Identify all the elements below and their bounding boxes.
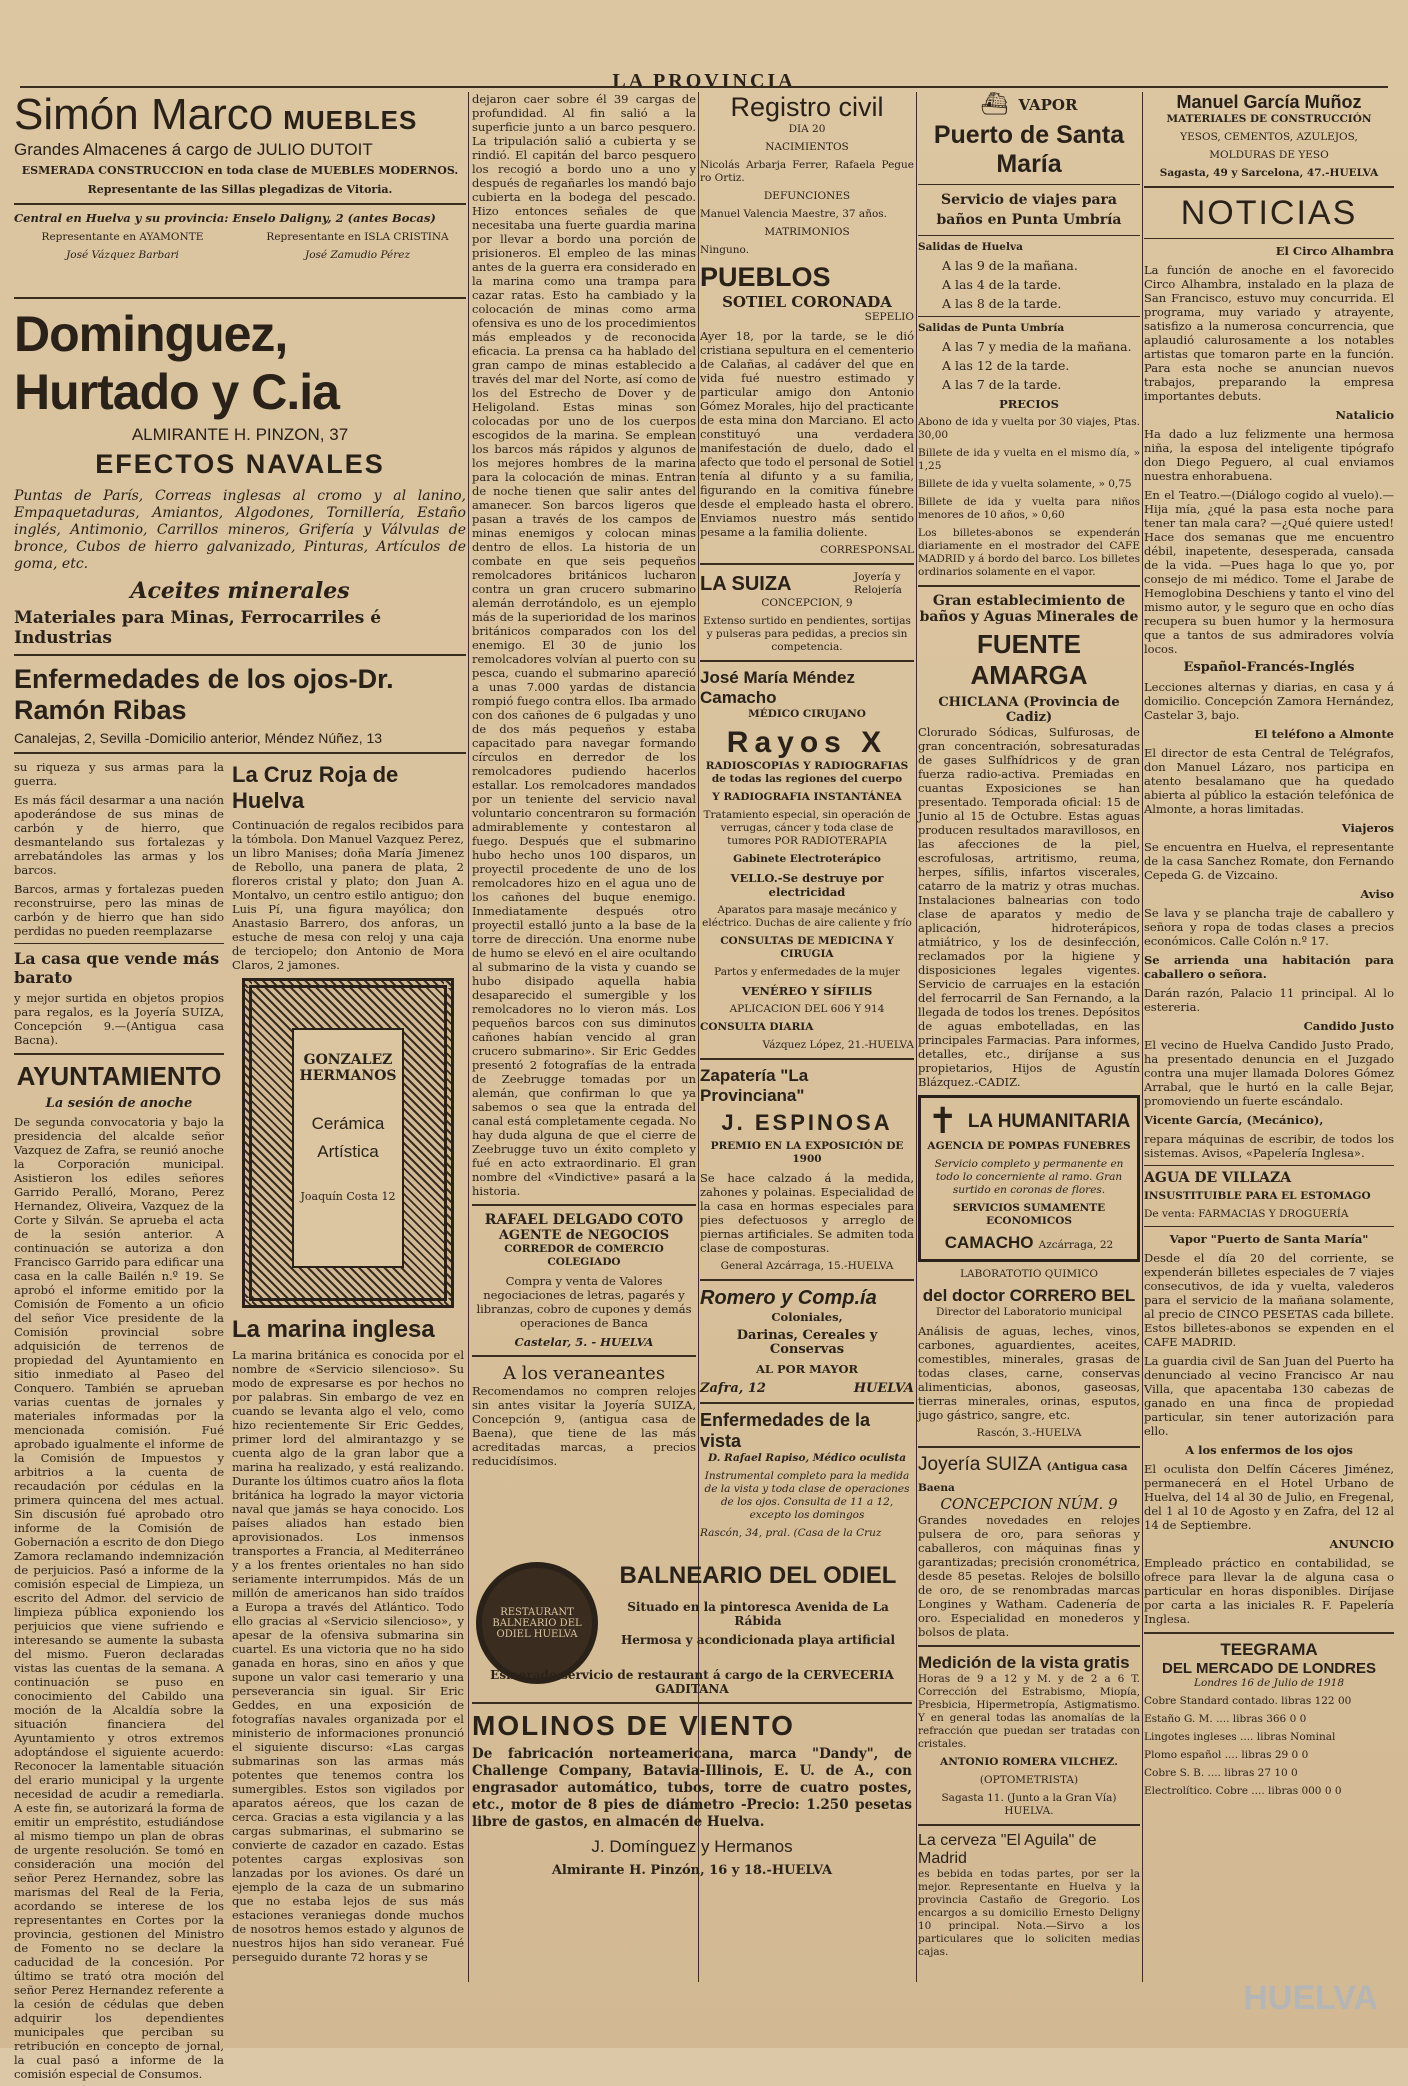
divider [700,563,914,565]
column-3 [700,92,914,1557]
gonzalez-line2: Artística [317,1142,379,1161]
delgado-sub: CORREDOR de COMERCIO COLEGIADO [504,1243,664,1268]
romero-line1: Darinas, Cereales y Conservas [736,1328,878,1357]
news-heading: Se arrienda una habitación para caballero o señora. [1144,953,1394,981]
telegrama-row: Estaño G. M. .... libras 366 0 0 [1144,1713,1307,1725]
rayos-x-title: Rayos X [726,726,888,759]
balneario-odiel-ad [476,1562,912,1667]
aguila-text: es bebida en todas partes, por ser la mejor. Representante en Huelva y la provincia Castaño de Gregorio. Los encargos a su domicilio Ernesto Deligny 10 principal. Nota.—Sirvo a los particulares que lo soliciten medias cajas. [918,1868,1140,1958]
romera-name: ANTONIO ROMERA VILCHEZ. [940,1756,1118,1768]
telegrama-row: Lingotes ingleses .... libras Nominal [1144,1731,1336,1743]
romero-title: Romero y Comp.ía [700,1287,877,1309]
humanitaria-text: Servicio completo y permanente en todo lo concerniente al ramo. Gran surtido en coronas de flores. [934,1158,1124,1196]
dominguez-efectos: EFECTOS NAVALES [95,449,385,479]
vista-title: Enfermedades de la vista [700,1410,871,1451]
humanitaria-serv: SERVICIOS SUMAMENTE ECONOMICOS [952,1202,1106,1227]
gonzalez-address: Joaquín Costa 12 [300,1190,396,1203]
divider [1144,186,1394,188]
vista-doctor: D. Rafael Rapiso, Médico oculista [707,1452,907,1464]
humanitaria-sub: AGENCIA DE POMPAS FUNEBRES [927,1140,1131,1152]
fuente-text: Clorurado Sódicas, Sulfurosas, de gran concentración, sobresaturadas de gases Sulfhídricos y de gran fuerza radio-activa. Premiadas en cuantas Exposiciones se han presentado. Temporada oficial: 15 de Junio al 15 de Octubre. Estas aguas producen resultados maravillosos, en las afecciones de la piel, escrofulosas, artritismo, reuma, herpes, sífilis, infartos viscerales, catarro de la matriz y otras muchas. Instalaciones balnearias con todo clase de aparatos y medio de aplicación, hidroterápicos, atmiátrico, y los de desinfección, reclamados por la higiene y disposiciones legales vigentes. Servicio de carruajes en la estación del ferrocarril de San Fernando, a la llegada de todos los trenes. Depósitos de aguas embotelladas, en las principales Farmacias. Para informes, detalles, etc., diríjanse a sus propietarios, Hijos de Agustín Blázquez.-CADIZ. [918,725,1140,1089]
news-text: Se lava y se plancha traje de caballero y señora y ropa de todas clases a precios económicos. Calle Colón n.º 17. [1144,906,1394,948]
villaza-line: INSUSTITUIBLE PARA EL ESTOMAGO [1144,1190,1371,1202]
joyeria-text: Grandes novedades en relojes pulsera de oro, para señoras y caballeros, con máquinas finas y garantizadas; precisión cronométrica, desde 85 pesetas. Relojes de bolsillo de oro, de se renombradas marcas Longines y Watham. Cadenería de oro. Especialidad en monederos y bolsos de plata. [918,1513,1140,1639]
defunciones-text: Manuel Valencia Maestre, 37 años. [700,208,888,220]
ayuntamiento-title: AYUNTAMIENTO [16,1061,222,1091]
simon-marco-grandes: Grandes Almacenes á cargo de JULIO DUTOIT [14,140,373,159]
la-suiza-joyeria: Joyería y Relojería [854,571,902,596]
rayos-line: Tratamiento especial, sin operación de verrugas, cáncer y toda clase de tumores POR RADIOTERAPIA [703,809,911,847]
fuente-title: FUENTE AMARGA [970,629,1088,690]
divider [472,1355,696,1357]
rep-1-label: Representante en AYAMONTE [41,231,204,243]
rayos-line: RADIOSCOPIAS Y RADIOGRAFIAS de todas las regiones del cuerpo [705,760,909,785]
precio-row: Billete de ida y vuelta para niños menores de 10 años, » 0,60 [918,496,1140,521]
balneario-title: BALNEARIO DEL ODIEL [619,1562,897,1589]
garcia-line3: MOLDURAS DE YESO [1209,149,1329,161]
telegrama-row: Electrolítico. Cobre .... libras 000 0 0 [1144,1785,1342,1797]
humanitaria-address: Azcárraga, 22 [1038,1239,1114,1251]
sepelio-head: SEPELIO [864,311,914,323]
salida-item: A las 8 de la tarde. [942,296,1062,311]
ribas-title: Enfermedades de los ojos-Dr. Ramón Ribas [14,664,394,725]
garcia-line2: YESOS, CEMENTOS, AZULEJOS, [1180,131,1358,143]
la-suiza-address: CONCEPCION, 9 [761,597,853,609]
divider [1144,1632,1394,1634]
balneario-seal: RESTAURANT BALNEARIO DEL ODIEL HUELVA [476,1562,598,1684]
news-text: Desde el día 20 del corriente, se expenderán billetes especiales de 7 viajes consecutivos, de ida y vuelta, valederos para el servicio de la mañana solamente, al precio de CINCO PESETAS cada billete. Estos billetes-abonos se expenden en el CAFE MADRID. [1144,1251,1394,1349]
noticias-title: NOTICIAS [1180,194,1358,232]
la-suiza-text: Extenso surtido en pendientes, sortijas y pulseras para pedidas, a precios sin competencia. [703,615,911,653]
villaza-title: AGUA DE VILLAZA [1144,1170,1292,1186]
medicion-text: Horas de 9 a 12 y M. y de 2 a 6 T. Corrección del Estrabismo, Miopía, Presbicia, Hipermetropía, Astigmatismo. Y en general todas las anomalías de la refracción que puedan ser tratadas con cristales. [918,1673,1140,1750]
salida-item: A las 12 de la tarde. [942,358,1070,373]
joyeria-antigua: (Antigua casa Baena [918,1461,1128,1494]
simon-marco-line1: ESMERADA CONSTRUCCION en toda clase de MUEBLES MODERNOS. [21,164,459,177]
masthead-rule [20,86,1388,88]
humanitaria-title: LA HUMANITARIA [967,1111,1131,1132]
humanitaria-camacho: CAMACHO [944,1233,1034,1252]
laboratorio-address: Rascón, 3.-HUELVA [976,1427,1082,1439]
divider [14,654,466,656]
vista-text: Instrumental completo para la medida de la vista y toda clase de operaciones de los ojos. Consulta de 11 a 12, excepto los domingos [704,1470,910,1521]
news-heading: El teléfono a Almonte [1254,727,1394,741]
telegrama-row: Cobre S. B. .... libras 27 10 0 [1144,1767,1298,1779]
simon-marco-muebles: MUEBLES [283,105,418,135]
molinos-address: Almirante H. Pinzón, 16 y 18.-HUELVA [551,1863,833,1878]
corresponsal: CORRESPONSAL [820,544,914,556]
rayos-line: Aparatos para masaje mecánico y eléctrico. Duchas de aire caliente y frío [702,904,912,929]
salida-item: A las 7 de la tarde. [942,377,1062,392]
precio-row: Billete de ida y vuelta en el mismo día, » 1,25 [918,447,1140,472]
mendez-sub: MÉDICO CIRUJANO [748,708,866,720]
rayos-line: APLICACION DEL 606 Y 914 [729,1003,885,1015]
salidas-punta-head: Salidas de Punta Umbría [918,322,1065,334]
marina-text: La marina británica es conocida por el nombre de «Servicio silencioso». Su modo de expresarse es por hechos no por palabras. Sin embargo de vez en cuando se levanta algo el velo, como hizo recientemente Sir Eric Geddes, primer lord del almirantazgo y se cuenta algo de la gran labor que a marina ha realizado, y está realizando. Durante los últimos cuatro años la flota británica ha logrado la mayor victoria naval que jamás se haya conocido. Los países aliados han estado bien aprovisionados. Los inmensos transportes a Francia, al Mediterráneo y a los frentes orientales no han sido seriamente interrumpidos. Más de un millón de americanos han sido traídos a Europa a través del Atlántico. Todo ello gracias al «Servicio silencioso», y apesar de la ofensiva submarina sin cuartel. Es una victoria que no ha sido ganada en horas, sino en años y que supone un valor casi temerario y una perseverancia sin igual. Sir Eric Geddes, en una exposición de fotografías navales organizada por el ministerio de informaciones pronunció el siguiente discurso: «Las cargas submarinas son las armas más potentes que tenemos contra los sumergibles. Estos son vigilados por aparatos aéreos, que los cazan de cerca. Gracias a esta vigilancia y a las cargas submarinas, el submarino se convierte de cazador en cazado. Estas potentes cargas explosivas son lanzadas por los aviones. Os daré un ejemplo de la caza de un submarino que no estaba lejos de sus más estaciones veraniegas donde muchos de nosotros hemos estado y algunos de nuestros hijos han sido veranear. Fué perseguido durante 72 horas y se [232,1348,464,1964]
delgado-agent: AGENTE de NEGOCIOS [498,1228,670,1243]
espinosa-address: General Azcárraga, 15.-HUELVA [720,1260,894,1272]
rayos-line: VENÉREO Y SÍFILIS [741,984,873,998]
article-text: Barcos, armas y fortalezas pueden reconstruirse, pero las minas de carbón y de hierro que han sido perdidas no pueden reemplazarse [14,882,224,938]
divider [1144,238,1394,239]
news-text: El oculista don Delfín Cáceres Jiménez, permanecerá en el Hotel Urbano de Huelva, del 14 al 30 de Julio, en Fregenal, del 1 al 10 de Agosto y en Zafra, del 12 al 14 de Septiembre. [1144,1462,1394,1532]
la-suiza-name: LA SUIZA [700,572,792,595]
precio-row: Abono de ida y vuelta por 30 viajes, Ptas. 30,00 [918,416,1140,441]
dominguez-aceites: Aceites minerales [130,578,350,604]
rayos-line: Y RADIOGRAFIA INSTANTÁNEA [712,791,902,803]
molinos-firma: J. Domínguez y Hermanos [591,1837,793,1856]
garcia-name: Manuel García Muñoz [1176,92,1362,112]
news-text: La guardia civil de San Juan del Puerto ha denunciado al vecino Francisco Ar nau Villa, que apacentaba 130 cabezas de ganado en una finca de propiedad particular, sin tener autorización para ello. [1144,1354,1394,1438]
news-heading: Español-Francés-Inglés [1183,660,1355,675]
news-heading: Natalicio [1335,408,1394,422]
news-heading: ANUNCIO [1329,1537,1394,1551]
rayos-address: Vázquez López, 21.-HUELVA [762,1039,914,1051]
delgado-name: RAFAEL DELGADO COTO [484,1212,684,1228]
joyeria-title: Joyería SUIZA [918,1454,1042,1475]
telegrama-row: Plomo español .... libras 29 0 0 [1144,1749,1309,1761]
romero-line2: AL POR MAYOR [755,1362,859,1376]
marina-title: La marina inglesa [232,1316,435,1343]
romera-address: Sagasta 11. (Junto a la Gran Vía) HUELVA. [941,1792,1117,1817]
garcia-line1: MATERIALES DE CONSTRUCCIÓN [1166,113,1372,125]
casa-title: La casa que vende más barato [14,949,220,987]
divider [918,184,1140,185]
veraneantes-text: Recomendamos no compren relojes sin antes visitar la Joyería SUIZA, Concepción 9, (antigua casa de Baena), que tiene de las más acreditadas marcas, a precios reducidísimos. [472,1384,696,1468]
divider [1144,1226,1394,1227]
divider [918,1446,1140,1448]
fuente-location: CHICLANA (Provincia de Cadiz) [938,695,1120,725]
divider [14,297,466,299]
divider [918,585,1140,587]
library-watermark: HUELVA [1243,1979,1378,2017]
aguila-title: La cerveza "El Aguila" de Madrid [918,1832,1097,1867]
col1-left-subcolumn [14,760,224,2086]
column-1 [14,90,466,2081]
news-heading: Vapor "Puerto de Santa María" [1169,1232,1369,1246]
billetes-text: Los billetes-abonos se expenderán diariamente en el mostrador del CAFE MADRID y á bordo del barco. Los billetes ordinarios solamente en el vapor. [918,527,1140,578]
cruz-roja-title: La Cruz Roja de Huelva [232,762,399,813]
divider [918,235,1140,236]
divider [700,1058,914,1060]
medicion-title: Medición de la vista gratis [918,1653,1130,1672]
zapateria-title: Zapatería "La Provinciana" [700,1066,809,1105]
dominguez-hurtado-ad [14,305,466,648]
espinosa-text: Se hace calzado á la medida, zahones y polainas. Especialidad de la casa en hormas especiales para pies defectuosos y arreglo de piernas artificiales. Se admiten toda clase de composturas. [700,1171,914,1255]
mendez-name: José María Méndez Camacho [700,668,855,707]
news-heading: Candido Justo [1303,1019,1394,1033]
laboratorio-title: del doctor CORRERO BEL [922,1286,1136,1305]
salida-item: A las 7 y media de la mañana. [942,339,1132,354]
matrimonios-head: MATRIMONIOS [764,226,850,238]
espinosa-premio: PREMIO EN LA EXPOSICIÓN DE 1900 [710,1140,904,1165]
fuente-line1: Gran establecimiento de baños y Aguas Minerales de [919,593,1139,625]
divider [14,1053,224,1055]
news-text: Se encuentra en Huelva, el representante de la casa Sanchez Romate, don Fernando Cepeda G. de Vizcaino. [1144,840,1394,882]
delgado-text: Compra y venta de Valores negociaciones de letras, pagarés y libranzas, cobro de cupones y demás operaciones de Banca [476,1274,692,1330]
ayuntamiento-text: De segunda convocatoria y bajo la presidencia del alcalde señor Vazquez de Zafra, se reunió anoche la Corporación municipal. Asistieron los ediles señores Garrido Peralló, Morano, Perez Hernandez, Oliveira, Vazquez de la Corte y Silván. Se aprueba el acta de la sesión anterior. A continuación se autoriza a don Francisco Garrido para edificar una casa en la calle Bailén n.º 19. Se aprobó el informe emitido por la Comisión de Fomento a un oficio del señor Vice presidente de la Comisión provincial sobre adquisición de terrenos de propiedad del Ayuntamiento en sitio inmediato al Paseo del Conquero. También se aprueban varias cuentas de jornales y materiales informadas por la mencionada comisión. Fué aprobado igualmente el informe de la Comisión de Impuestos y arbitrios a la cuenta de recaudación por cédulas en la primera quincena del mes actual. Sin discusión fué aprobado otro informe de la Comisión de Gobernación a escrito de don Diego Zamora reclamando indemnización de perjuicios. Pasó a informe de la comisión especial de Limpieza, un escrito del Admor. del servicio de limpieza pública exponiendo los perjuicios que viene sufriendo e interesando se aumente la subasta del mismo. Fueron declaradas vistas las cuentas de la semana. A continuación se puso en conocimiento del Cabildo una moción de la Alcaldía sobre la situación financiera del Ayuntamiento y otros extremos adoptándose el siguiente acuerdo: Reconocer la lamentable situación del erario municipal y la urgente necesidad de acudir a remediarla. A este fin, se autorizará la forma de emitir un empréstito, estudiándose al mismo tiempo un plan de obras de urgente resolución. Se tomó en consideración una moción del señor Perez Hernandez, sobre las marismas del Real de la Feria, acordando se interese de los representantes en Cortes por la provincia, gestionen del Ministro de Fomento no se declare la caducidad de la concesión. Por último se trató otra moción del señor Perez Hernandez referente a la cesión de cédulas que deben adquirir los dependientes municipales que perciban su retribución en concepto de jornal, la cual pasó a informe de la comisión especial de Consumos. [14,1115,224,2081]
news-text: El vecino de Huelva Candido Justo Prado, ha presentado denuncia en el Juzgado contra una mujer llamada Dolores Gómez Arrabal, que le hurtó en la calle Bejar, promoviendo un fuerte escándalo. [1144,1038,1394,1108]
simon-marco-name: Simón Marco [14,90,274,139]
dominguez-materiales: Materiales para Minas, Ferrocarriles é Industrias [14,608,382,648]
news-text: Darán razón, Palacio 11 principal. Al lo estereria. [1144,986,1394,1014]
divider [918,316,1140,317]
column-5 [1144,92,1394,1982]
column-divider [916,92,917,1982]
delgado-address: Castelar, 5. - HUELVA [514,1335,654,1349]
simon-marco-line2: Representante de las Sillas plegadizas de Vitoria. [87,183,393,196]
balneario-line1: Situado en la pintoresca Avenida de La Rábida [627,1600,889,1628]
gonzalez-hermanos-ad [242,978,454,1308]
casa-text: y mejor surtida en objetos propios para regalos, es la Joyería SUIZA, Concepción 9.—(Antigua casa Bacna). [14,991,224,1047]
rayos-line: Partos y enfermedades de la mujer [714,966,900,978]
ayuntamiento-subtitle: La sesión de anoche [45,1096,193,1111]
article-text: Es más fácil desarmar a una nación apoderándose de sus minas de carbón y de hierro, que desmantelando sus fortalezas y arrebatándoles las armas y los barcos. [14,793,224,877]
rayos-line: VELLO.-Se destruye por electricidad [730,871,884,899]
simon-marco-reps [14,231,466,267]
divider [14,203,466,205]
villaza-line: De venta: FARMACIAS Y DROGUERÍA [1144,1208,1349,1220]
news-heading: Viajeros [1341,821,1394,835]
romero-sub: Coloniales, [771,1310,843,1324]
news-text: La función de anoche en el favorecido Circo Alhambra, instalado en la plaza de San Francisco, estuvo muy concurrida. El programa, muy variado y atrayente, satisfizo a la numerosa concurrencia, que aplaudió calurosamente a los notables artistas que tomaron parte en la función. Para esta noche se anuncian nuevos trabajos, preparando la empresa importantes debuts. [1144,263,1394,403]
joyeria-address: CONCEPCION NÚM. 9 [940,1495,1118,1513]
servicio-text: Servicio de viajes para baños en Punta Umbría [936,192,1122,228]
telegrama-row: Cobre Standard contado. libras 122 00 [1144,1695,1352,1707]
divider [14,943,224,944]
nacimientos-text: Nicolás Arbarja Ferrer, Rafaela Pegue ro Ortiz. [700,159,914,184]
divider [14,752,466,754]
news-heading: Vicente García, (Mecánico), [1144,1113,1324,1127]
veraneantes-title: A los veraneantes [502,1363,666,1384]
laboratorio-sub: Director del Laboratorio municipal [936,1306,1122,1318]
news-heading: A los enfermos de los ojos [1185,1443,1353,1457]
precio-row: Billete de ida y vuelta solamente, » 0,75 [918,478,1132,490]
nacimientos-head: NACIMIENTOS [765,141,849,153]
garcia-address: Sagasta, 49 y Sarcelona, 47.-HUELVA [1159,167,1379,179]
precios-head: PRECIOS [999,397,1059,411]
divider [918,1645,1140,1647]
humanitaria-ad [918,1095,1140,1262]
column-divider [1142,92,1143,1982]
simon-marco-central: Central en Huelva y su provincia: Enselo Daligny, 2 (antes Bocas) [14,211,436,225]
rep-2-label: Representante en ISLA CRISTINA [266,231,449,243]
sotiel-title: SOTIEL CORONADA [722,293,892,311]
sotiel-text: Ayer 18, por la tarde, se le dió cristiana sepultura en el cementerio de Calañas, al cadáver del que en vida fué nuestro estimado y particular amigo don Antonio Gómez Morales, hijo del practicante de esta mina don Marciano. El acto constituyó una verdadera manifestación de duelo, dado el afecto que todo el personal de Sotiel tenía al difunto y a su familia, figurando en la comitiva fúnebre desde el empleado hasta el obrero. Enviamos nuestro más sentido pesame a la familia doliente. [700,329,914,539]
news-heading: El Circo Alhambra [1275,244,1394,258]
simon-marco-ad [14,92,466,138]
cruz-roja-text: Continuación de regalos recibidos para la tómbola. Don Manuel Vazquez Perez, un libro Manises; doña María Jimenez de Rebollo, una panera de plata, 2 floreros cristal y plato; don Juan A. Montalvo, un centro estilo antiguo; don Luis Pí, una figura mayólica; don Anastasio Barrero, dos anforas, un estuche de mesa con reloj y una caja de terciopelo; don Antonio de Mora Claros, 2 jamones. [232,818,464,972]
rep-1-name: José Vázquez Barbari [66,249,179,261]
balneario-line2: Hermosa y acondicionada playa artificial [620,1633,896,1647]
vista-address: Rascón, 34, pral. (Casa de la Cruz [700,1527,882,1539]
news-text: En el Teatro.—(Diálogo cogido al vuelo).—Hija mía, ¿qué la pasa esta noche para tener tan mala cara? —¿Qué quiere usted! Hace dos semanas que me encuentro débil, inapetente, desesperada, cansada de la vida. —Pues haga lo que yo, por consejo de mi médico. Tome el Jarabe de Hemoglobina Deschiens y tanto el vino del mismo autor, y le seguro que en ocho días recupera su buen humor y la hermosura que a tantos de sus admiradores volvía locos. [1144,488,1394,656]
balneario-line3: Esmerado servicio de restaurant á cargo de la CERVECERIA GADITANA [490,1668,894,1696]
divider [472,1204,696,1206]
romero-city: HUELVA [853,1381,914,1396]
cross-icon: ✝ [927,1101,958,1142]
matrimonios-text: Ninguno. [700,244,750,256]
divider [472,1702,912,1704]
divider [700,660,914,662]
divider [700,1402,914,1404]
espinosa-name: J. ESPINOSA [721,1110,893,1135]
salida-item: A las 4 de la tarde. [942,277,1062,292]
laboratorio-text: Análisis de aguas, leches, vinos, carbones, aguardientes, aceites, comestibles, minerales, grasas de todas clases, carne, conservas alimenticias, abonos, gaseosas, tierras minerales, orinas, esputos, jugo gástrico, sangre, etc. [918,1324,1140,1422]
dominguez-name: Dominguez, Hurtado y C.ia [14,306,339,420]
puerto-title: Puerto de Santa María [933,121,1125,178]
telegrama-sub: DEL MERCADO DE LONDRES [1162,1660,1376,1677]
rayos-line: CONSULTAS DE MEDICINA Y CIRUGIA [720,935,894,960]
dominguez-address: ALMIRANTE H. PINZON, 37 [131,425,349,444]
rep-2-name: José Zamudio Pérez [304,249,411,261]
laboratorio-line: LABORATOTIO QUIMICO [960,1268,1098,1280]
article-text: su riqueza y sus armas para la guerra. [14,760,224,788]
steamship-icon: ⛴ [980,92,1009,117]
divider [700,1279,914,1281]
registro-day: DIA 20 [788,123,826,135]
defunciones-head: DEFUNCIONES [763,190,851,202]
column-4 [918,92,1140,1982]
dominguez-list: Puntas de París, Correas inglesas al cromo y al lanino, Empaquetaduras, Amiantos, Algodones, Tornillería, Estaño inglés, Antimonio, Carrillos mineros, Grifería y Válvulas de bronce, Cubos de hierro galvanizado, Pinturas, Artículos de goma, etc. [14,488,466,572]
news-text: Lecciones alternas y diarias, en casa y á domicilio. Concepción Zamora Hernández, Castelar 3, bajo. [1144,680,1394,722]
registro-title: Registro civil [730,92,884,122]
molinos-title: MOLINOS DE VIENTO [472,1710,795,1741]
ribas-address: Canalejas, 2, Sevilla -Domicilio anterior, Méndez Núñez, 13 [14,730,383,746]
romera-sub: (OPTOMETRISTA) [979,1774,1079,1786]
rayos-line: Gabinete Electroterápico [733,853,881,865]
divider [918,1824,1140,1826]
col1-right-subcolumn [232,760,464,2086]
molinos-text: De fabricación norteamericana, marca "Dandy", de Challenge Company, Batavia-Illinois, E. U. de A., con engrasador automático, tubos, torre de cuatro postes, etc., motor de 8 pies de diámetro -Precio: 1.250 pesetas libre de gastos, en almacén de Huelva. [472,1746,912,1830]
column-divider [468,92,469,1982]
vapor-title: VAPOR [1018,95,1078,114]
divider [1144,1165,1394,1166]
news-text: Empleado práctico en contabilidad, se ofrece para llevar la de alguna casa o particular en horas disponibles. Diríjase por carta a las iniciales R. F. Papelería Inglesa. [1144,1556,1394,1626]
news-text: Ha dado a luz felizmente una hermosa niña, la esposa del inteligente tipógrafo don Diego Peguero, al cual enviamos nuestra enhorabuena. [1144,427,1394,483]
telegrama-title: TEEGRAMA [1220,1640,1318,1659]
news-text: El director de esta Central de Telégrafos, don Manuel Lázaro, nos participa en atento besalamano que ha quedado abierta al público la estación telefónica de Almonte, a horas limitadas. [1144,746,1394,816]
salidas-huelva-head: Salidas de Huelva [918,241,1023,253]
news-text: repara máquinas de escribir, de todos los sistemas. Avisos, «Papelería Inglesa». [1144,1132,1394,1160]
rayos-line: CONSULTA DIARIA [700,1021,814,1033]
pueblos-title: PUEBLOS [700,262,831,292]
masthead-title: LA PROVINCIA [612,70,796,92]
marina-continued-text: dejaron caer sobre él 39 cargas de profundidad. Al fin salió a la superficie junto a un barco pesquero. La tripulación salió a cubierta y se rindió. El capitán del barco pesquero los recogió a bordo uno a uno y después de regañarles los mandó bajo cubierta en la bodega del pescado. Hizo entonces señales de que necesitaba una fuerte guardia marina por llevar a bordo una porción de prisioneros. El empleo de las minas antes de la guerra era considerado en la marina como una trampa para cazar ratas. Esto ha cambiado y la colocación de minas como arma ofensiva es uno de los procedimientos más empleados y de reconocida eficacia. La prensa ca ha hablado del gran campo de minas establecido a través del mar del Norte, así como de los del Estrecho de Dover y de Heligoland. Estas minas son colocadas por uno de los cuerpos escogidos de la marina. Se emplean los barcos más rápidos y algunos de los mejores hombres de la marina para la colocación de minas. Entran de noche tienen que salir antes del amanecer. Son barcos ligeros que pasan a través de los campos de minas enemigos y colocan minas dentro de ellos. La historia de un combate en que seis pequeños remolcadores británicos lucharon contra un gran crucero submarino alemán derrotándolo, es un ejemplo más de la superioridad de los marinos británicos comparados con los del enemigo. El 30 de junio los remolcadores volvían al puerto con su pesca, cuando el submarino apareció a unas 7.000 yardas de distancia rompió fuego contra ellos. Iba armado con dos cañones de 6 pulgadas y uno de dos más pequeños y estaba capacitado para navegar formando círculos en derredor de los remolcadores pudiendo hacerlos estallar. Los remolcadores mandados por un teniente del servicio naval voluntario concentraron su formación admirablemente y contestaron al fuego. Después que el submarino hubo hecho unos 100 disparos, un proyectil procedente de uno de los remolcadores hizo en el agua uno de los cañones del buque enemigo. Inmediatamente después otro proyectil estalló junto a la base de la torre de dirección. Una enorme nube de humo se elevó en el aire ocultando al submarino de la vista y cuando se hubo disipado aquella habia desaparecido el sumergible y los remolcadores no lo vieron más. Los pequeños barcos con sus diminutos cañones habían vencido al gran crucero submarino». Sir Eric Geddes presentó 2 fotografías de la entrada de Zeebrugge tomadas por un alemán, que confirman lo que ya sabemos o sea que la entrada del canal está completamente cegada. No hay duda alguna de que el cierre de Zeebrugge tuvo un éxito completo y fué en acto extraordinario. El gran nombre del «Vindictive» pasará a la historia. [472,92,696,1198]
news-heading: Aviso [1360,887,1394,901]
telegrama-date: Londres 16 de Julio de 1918 [1193,1677,1345,1689]
gonzalez-line1: Cerámica [311,1114,385,1133]
romero-address: Zafra, 12 [700,1381,766,1396]
col1-lower-split [14,760,466,2086]
gonzalez-brand: GONZALEZ HERMANOS [299,1052,397,1084]
salida-item: A las 9 de la mañana. [942,258,1078,273]
